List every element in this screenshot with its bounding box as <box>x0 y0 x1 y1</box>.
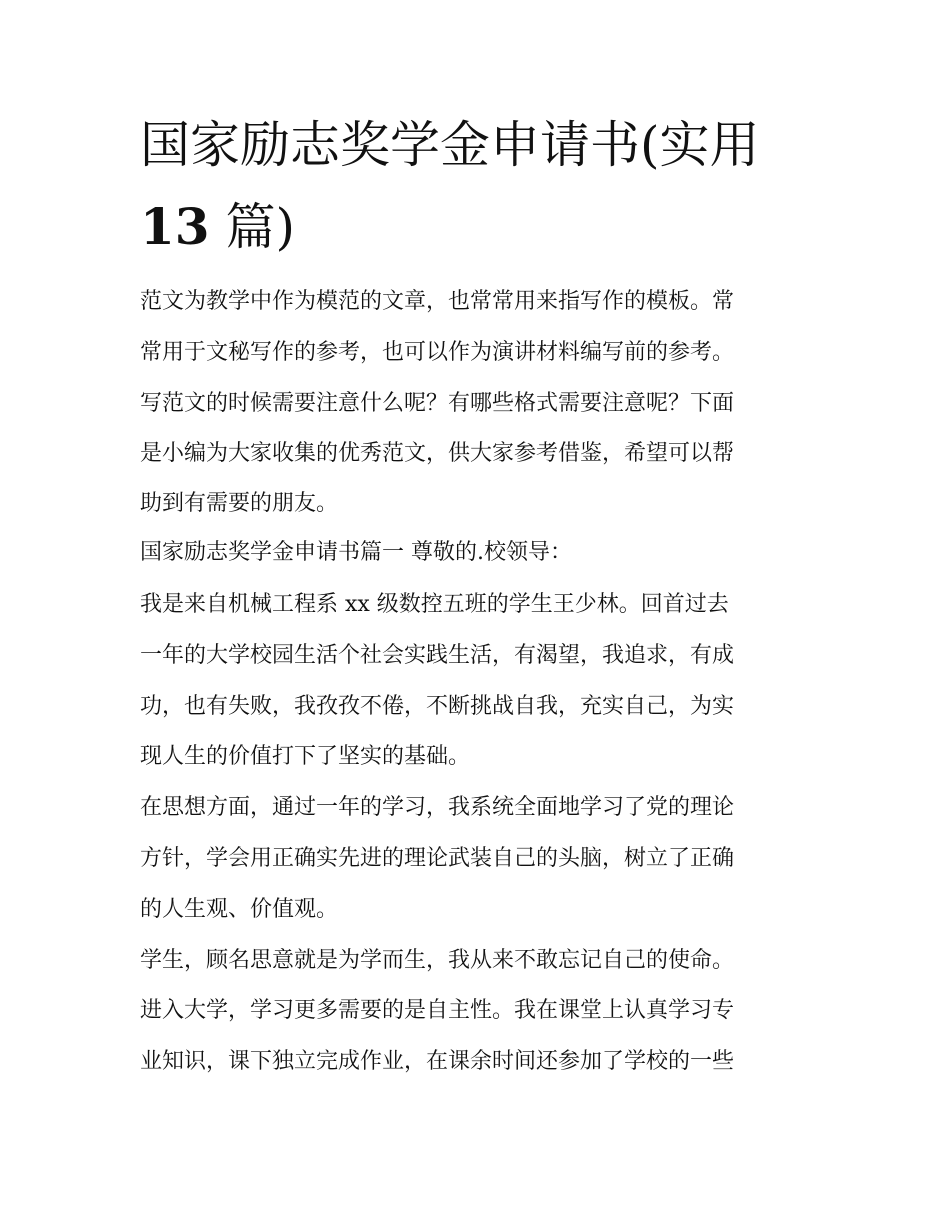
body-line-4: 是小编为大家收集的优秀范文，供大家参考借鉴，希望可以帮 <box>140 441 735 466</box>
body-line-1: 范文为教学中作为模范的文章，也常常用来指写作的模板。常 <box>140 289 735 314</box>
document-title-line-2 <box>140 195 820 259</box>
body-line-14: 学生，顾名思意就是为学而生，我从来不敢忘记自己的使命。 <box>140 948 735 973</box>
body-line-15: 进入大学，学习更多需要的是自主性。我在课堂上认真学习专 <box>140 998 735 1023</box>
body-line-7: 我是来自机械工程系 xx 级数控五班的学生王少林。回首过去 <box>140 592 729 617</box>
body-line-9: 功，也有失败，我孜孜不倦，不断挑战自我，充实自己，为实 <box>140 694 735 719</box>
section-heading-line: 国家励志奖学金申请书篇一 尊敬的.校领导： <box>140 540 572 565</box>
body-line-11: 在思想方面，通过一年的学习，我系统全面地学习了党的理论 <box>140 795 735 820</box>
body-line-16: 业知识，课下独立完成作业，在课余时间还参加了学校的一些 <box>140 1049 735 1074</box>
body-line-12: 方针，学会用正确实先进的理论武装自己的头脑，树立了正确 <box>140 846 735 871</box>
body-line-13: 的人生观、价值观。 <box>140 897 339 922</box>
title-suffix: 篇) <box>225 198 296 256</box>
body-line-8: 一年的大学校园生活个社会实践生活，有渴望，我追求，有成 <box>140 643 735 668</box>
body-line-2: 常用于文秘写作的参考，也可以作为演讲材料编写前的参考。 <box>140 340 735 365</box>
document-title-line-1: 国家励志奖学金申请书(实用 <box>140 116 760 174</box>
body-line-3: 写范文的时候需要注意什么呢？有哪些格式需要注意呢？下面 <box>140 391 735 416</box>
body-line-10: 现人生的价值打下了坚实的基础。 <box>140 744 471 769</box>
title-number: 13 <box>140 197 210 256</box>
body-line-5: 助到有需要的朋友。 <box>140 491 339 516</box>
